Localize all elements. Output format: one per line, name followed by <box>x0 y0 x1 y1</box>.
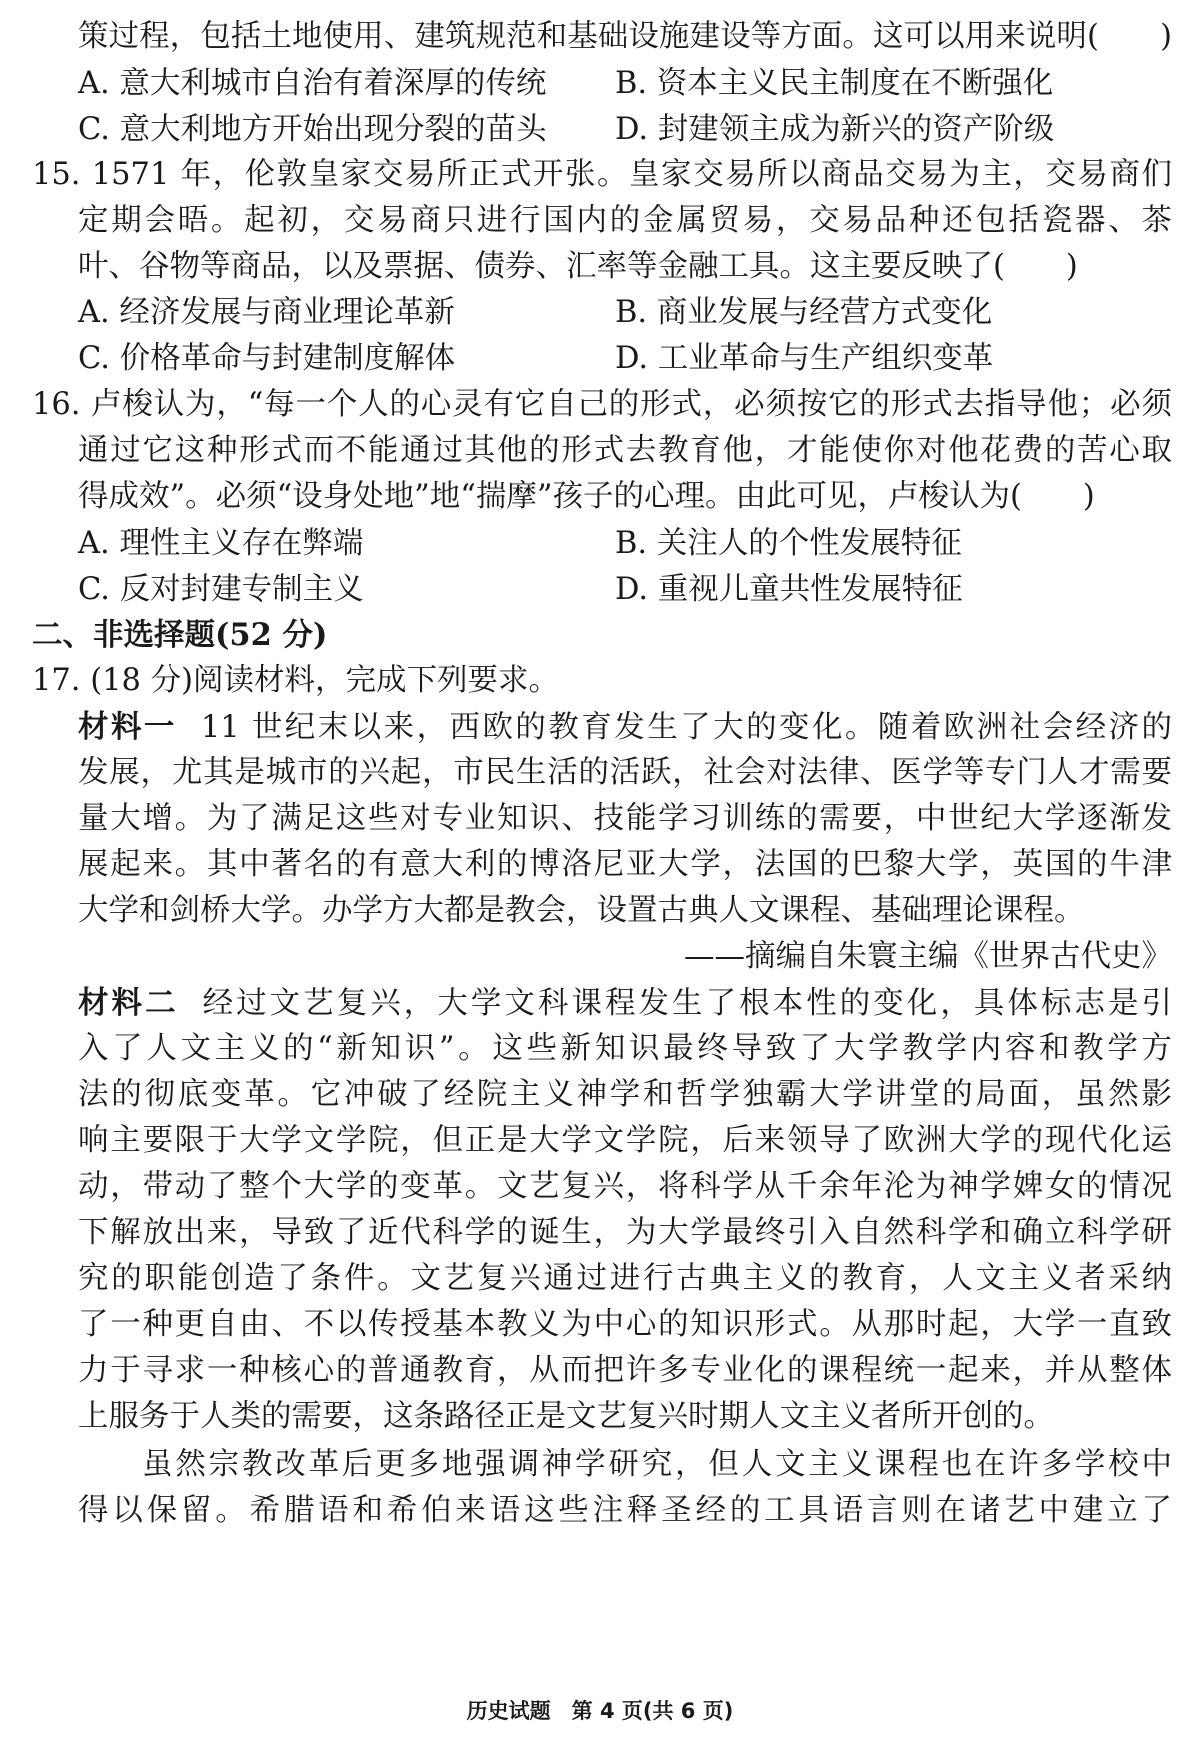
material1-line: 发展，尤其是城市的兴起，市民生活的活跃，社会对法律、医学等专门人才需要 <box>78 755 1172 790</box>
material2-line: 究的职能创造了条件。文艺复兴通过进行古典主义的教育，人文主义者采纳 <box>78 1261 1172 1296</box>
material2-para2-line: 虽然宗教改革后更多地强调神学研究，但人文主义课程也在许多学校中 <box>142 1447 1172 1482</box>
material1-line: 大学和剑桥大学。办学方大都是教会，设置古典人文课程、基础理论课程。 <box>78 893 1085 928</box>
material2-line: 上服务于人类的需要，这条路径正是文艺复兴时期人文主义者所开创的。 <box>78 1399 1054 1434</box>
q15-stem-line: 15. 1571 年，伦敦皇家交易所正式开张。皇家交易所以商品交易为主，交易商们 <box>32 157 1172 192</box>
q17-stem: 17. (18 分)阅读材料，完成下列要求。 <box>32 663 560 698</box>
material2-line: 动，带动了整个大学的变革。文艺复兴，将科学从千余年沦为神学婢女的情况 <box>78 1169 1172 1204</box>
material2-line: 了一种更自由、不以传授基本教义为中心的知识形式。从那时起，大学一直致 <box>78 1307 1172 1342</box>
material1-text: 11 世纪末以来，西欧的教育发生了大的变化。随着欧洲社会经济的 <box>200 710 1172 745</box>
material2-text: 经过文艺复兴，大学文科课程发生了根本性的变化，具体标志是引 <box>202 986 1172 1021</box>
q16-stem-line: 通过它这种形式而不能通过其他的形式去教育他，才能使你对他花费的苦心取 <box>78 433 1172 468</box>
q14-option-a: A. 意大利城市自治有着深厚的传统 <box>78 66 547 101</box>
material2-line: 法的彻底变革。它冲破了经院主义神学和哲学独霸大学讲堂的局面，虽然影 <box>78 1077 1172 1112</box>
q16-option-c: C. 反对封建专制主义 <box>78 572 364 607</box>
material2-line: 入了人文主义的“新知识”。这些新知识最终导致了大学教学内容和教学方 <box>78 1031 1172 1066</box>
material1-line: 展起来。其中著名的有意大利的博洛尼亚大学，法国的巴黎大学，英国的牛津 <box>78 847 1172 882</box>
material2-line: 力于寻求一种核心的普通教育，从而把许多专业化的课程统一起来，并从整体 <box>78 1353 1172 1388</box>
material2-label: 材料二 <box>78 985 179 1021</box>
q15-stem-line: 叶、谷物等商品，以及票据、债券、汇率等金融工具。这主要反映了( ) <box>78 249 1078 284</box>
material1-line <box>78 702 1172 752</box>
material1-source: ——摘编自朱寰主编《世界古代史》 <box>684 939 1172 974</box>
q14-option-d: D. 封建领主成为新兴的资产阶级 <box>615 112 1055 147</box>
material1-label: 材料一 <box>78 709 177 745</box>
q15-option-a: A. 经济发展与商业理论革新 <box>78 295 455 330</box>
q14-stem-tail: 策过程，包括土地使用、建筑规范和基础设施建设等方面。这可以用来说明( ) <box>78 19 1172 54</box>
q15-option-d: D. 工业革命与生产组织变革 <box>615 341 994 376</box>
material2-line <box>78 978 1172 1028</box>
material2-para2-line: 得以保留。希腊语和希伯来语这些注释圣经的工具语言则在诸艺中建立了 <box>78 1493 1172 1528</box>
q15-option-b: B. 商业发展与经营方式变化 <box>615 295 993 330</box>
section-title: 二、非选择题(52 分) <box>32 617 328 653</box>
page-footer: 历史试题 第 4 页(共 6 页) <box>466 1699 734 1723</box>
q16-option-a: A. 理性主义存在弊端 <box>78 526 364 561</box>
q14-option-c: C. 意大利地方开始出现分裂的苗头 <box>78 112 547 147</box>
q16-option-b: B. 关注人的个性发展特征 <box>615 526 962 561</box>
q14-option-b: B. 资本主义民主制度在不断强化 <box>615 66 1054 101</box>
q15-option-c: C. 价格革命与封建制度解体 <box>78 341 456 376</box>
q16-stem-line: 16. 卢梭认为，“每一个人的心灵有它自己的形式，必须按它的形式去指导他；必须 <box>32 387 1172 422</box>
q16-option-d: D. 重视儿童共性发展特征 <box>615 572 963 607</box>
material2-line: 响主要限于大学文学院，但正是大学文学院，后来领导了欧洲大学的现代化运 <box>78 1123 1172 1158</box>
material1-line: 量大增。为了满足这些对专业知识、技能学习训练的需要，中世纪大学逐渐发 <box>78 801 1172 836</box>
material2-line: 下解放出来，导致了近代科学的诞生，为大学最终引入自然科学和确立科学研 <box>78 1215 1172 1250</box>
q16-stem-line: 得成效”。必须“设身处地”地“揣摩”孩子的心理。由此可见，卢梭认为( ) <box>78 479 1095 514</box>
q15-stem-line: 定期会晤。起初，交易商只进行国内的金属贸易，交易品种还包括瓷器、茶 <box>78 203 1172 238</box>
